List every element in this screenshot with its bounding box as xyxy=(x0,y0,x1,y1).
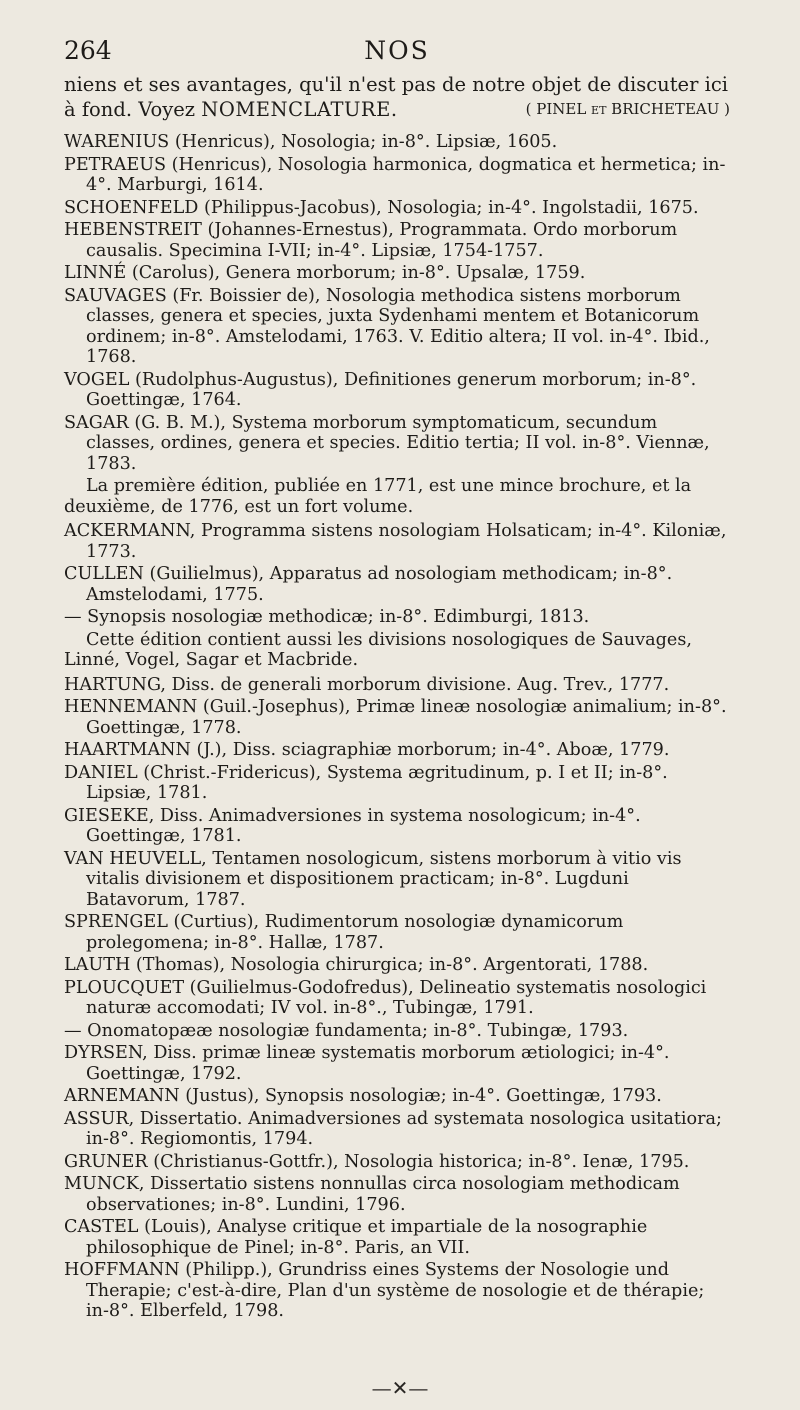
bibliography-entry: HOFFMANN (Philipp.), Grundriss eines Systems der Nosologie und Therapie; c'est-à-dire, Plan d'un système de nosologie et de thérapie; in-8°. Elberfeld, 1798. xyxy=(64,1260,705,1321)
intro-text: niens et ses avantages, qu'il n'est pas de notre objet de discuter ici à fond. Voyez xyxy=(64,73,729,121)
bibliography-entry: SPRENGEL (Curtius), Rudimentorum nosologiæ dynamicorum prolegomena; in-8°. Hallæ, 1787. xyxy=(64,912,624,953)
bibliography-entry: WARENIUS (Henricus), Nosologia; in-8°. Lipsiæ, 1605. xyxy=(64,132,558,152)
page-header xyxy=(64,30,730,72)
bibliography-entry: SCHOENFELD (Philippus-Jacobus), Nosologia; in-4°. Ingolstadii, 1675. xyxy=(64,197,699,218)
bibliography-entry: CULLEN (Guilielmus), Apparatus ad nosologiam methodicam; in-8°. Amstelodami, 1775. xyxy=(64,564,673,605)
running-head: NOS xyxy=(364,36,430,65)
bibliography-entry: HENNEMANN (Guil.-Josephus), Primæ lineæ nosologiæ animalium; in-8°. Goettingæ, 1778. xyxy=(64,697,727,738)
bibliography-entry: GRUNER (Christianus-Gottfr.), Nosologia historica; in-8°. Ienæ, 1795. xyxy=(64,1151,690,1172)
bibliography-entry: HAARTMANN (J.), Diss. sciagraphiæ morborum; in-4°. Aboæ, 1779. xyxy=(64,740,670,760)
printer-ornament: —✕— xyxy=(371,1376,429,1400)
bibliography-note: La première édition, publiée en 1771, est une mince brochure, et la deuxième, de 1776, est un fort volume. xyxy=(64,476,692,517)
bibliography-entry: DANIEL (Christ.-Fridericus), Systema ægritudinum, p. I et II; in-8°. Lipsiæ, 1781. xyxy=(64,762,668,803)
bibliography-entry: SAGAR (G. B. M.), Systema morborum symptomaticum, secundum classes, ordines, genera et species. Editio tertia; II vol. in-8°. Viennæ, 1783. xyxy=(64,412,710,474)
intro-paragraph xyxy=(64,72,730,122)
page-number: 264 xyxy=(64,36,112,65)
bibliography-entry: HEBENSTREIT (Johannes-Ernestus), Programmata. Ordo morborum causalis. Specimina I-VII; in-4°. Lipsiæ, 1754-1757. xyxy=(64,220,678,261)
bibliography-entry: LAUTH (Thomas), Nosologia chirurgica; in-8°. Argentorati, 1788. xyxy=(64,955,649,975)
bibliography-entry: PLOUCQUET (Guilielmus-Godofredus), Delineatio systematis nosologici naturæ accomodati; IV vol. in-8°., Tubingæ, 1791. xyxy=(64,977,707,1018)
see-reference: NOMENCLATURE. xyxy=(201,98,398,121)
bibliography-entry: SAUVAGES (Fr. Boissier de), Nosologia methodica sistens morborum classes, genera et species, juxta Sydenhami mentem et Botanicorum ordinem; in-8°. Amstelodami, 1763. V. Editio altera; II vol. in-4°. Ibid., 1768. xyxy=(64,285,710,367)
bibliography-entry: PETRAEUS (Henricus), Nosologia harmonica, dogmatica et hermetica; in-4°. Marburgi, 1614. xyxy=(64,154,726,195)
bibliography-entry: ACKERMANN, Programma sistens nosologiam Holsaticam; in-4°. Kiloniæ, 1773. xyxy=(64,521,727,562)
bibliography-entry: ARNEMANN (Justus), Synopsis nosologiæ; in-4°. Goettingæ, 1793. xyxy=(64,1086,662,1106)
author-signature: ( PINEL et BRICHETEAU ) xyxy=(525,100,730,118)
bibliography-entry: ASSUR, Dissertatio. Animadversiones ad systemata nosologica usitatiora; in-8°. Regiomontis, 1794. xyxy=(64,1108,722,1149)
bibliography-entry: LINNÉ (Carolus), Genera morborum; in-8°. Upsalæ, 1759. xyxy=(64,263,586,283)
bibliography-entry: — Synopsis nosologiæ methodicæ; in-8°. Edimburgi, 1813. xyxy=(64,607,590,627)
bibliography-entry: MUNCK, Dissertatio sistens nonnullas circa nosologiam methodicam observationes; in-8°. Lundini, 1796. xyxy=(64,1174,680,1215)
bibliography-entry: VOGEL (Rudolphus-Augustus), Definitiones generum morborum; in-8°. Goettingæ, 1764. xyxy=(64,369,697,410)
bibliography-entry: — Onomatopææ nosologiæ fundamenta; in-8°. Tubingæ, 1793. xyxy=(64,1020,629,1041)
bibliography-entry: DYRSEN, Diss. primæ lineæ systematis morborum ætiologici; in-4°. Goettingæ, 1792. xyxy=(64,1043,670,1084)
bibliography-entry: VAN HEUVELL, Tentamen nosologicum, sistens morborum à vitio vis vitalis divisionem et dispositionem practicam; in-8°. Lugduni Batavorum, 1787. xyxy=(64,848,682,910)
bibliography-entry: GIESEKE, Diss. Animadversiones in systema nosologicum; in-4°. Goettingæ, 1781. xyxy=(64,805,641,846)
bibliography-entry: HARTUNG, Diss. de generali morborum divisione. Aug. Trev., 1777. xyxy=(64,674,670,695)
bibliography-entry: CASTEL (Louis), Analyse critique et impartiale de la nosographie philosophique de Pinel; in-8°. Paris, an VII. xyxy=(64,1217,648,1258)
page-body xyxy=(64,72,730,1322)
bibliography-note: Cette édition contient aussi les divisions nosologiques de Sauvages, Linné, Vogel, Sagar et Macbride. xyxy=(64,629,692,670)
